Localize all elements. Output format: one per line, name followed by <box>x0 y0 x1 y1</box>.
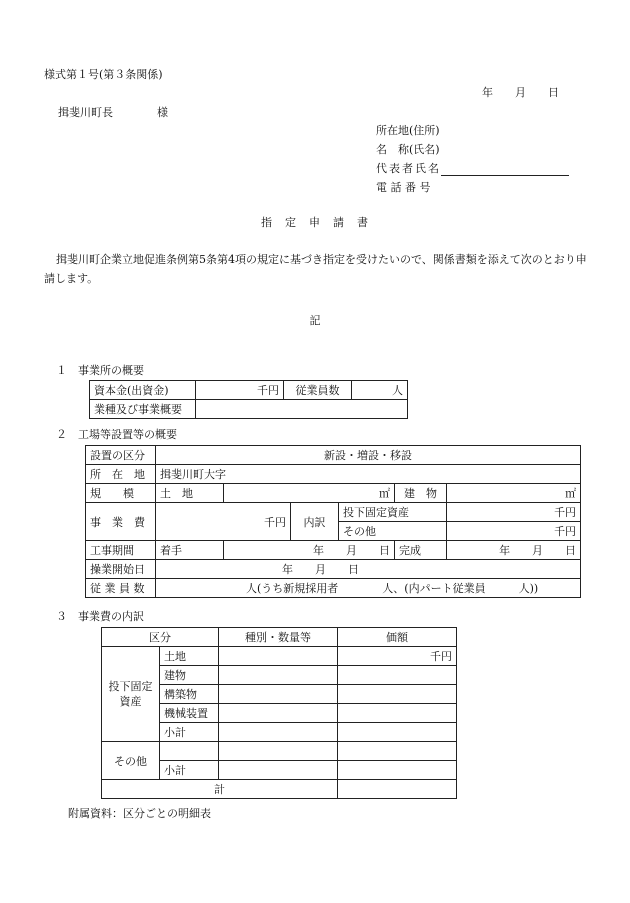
row-building-label: 建物 <box>160 666 219 685</box>
header-amount: 価額 <box>338 628 457 647</box>
capital-label: 資本金(出資金) <box>90 381 196 400</box>
row-fixed-subtotal-type[interactable] <box>219 723 338 742</box>
other-cost-field[interactable]: 千円 <box>447 522 581 541</box>
row-structure-label: 構築物 <box>160 685 219 704</box>
row-structure-amount[interactable] <box>338 685 457 704</box>
category-field[interactable]: 新設・増設・移設 <box>156 446 581 465</box>
row-other-label <box>160 742 219 761</box>
business-field[interactable] <box>196 400 408 419</box>
attachment-note: 附属資料：区分ごとの明細表 <box>68 807 211 820</box>
other-cost-label: その他 <box>339 522 447 541</box>
form-number: 様式第１号(第３条関係) <box>44 68 163 81</box>
row-structure-type[interactable] <box>219 685 338 704</box>
name-label: 名 称(氏名) <box>376 143 440 156</box>
complete-date-field[interactable]: 年 月 日 <box>447 541 581 560</box>
employees-field[interactable]: 人 <box>352 381 408 400</box>
ki-label: 記 <box>309 314 321 327</box>
operation-label: 操業開始日 <box>86 560 156 579</box>
cost-label: 事 業 費 <box>86 503 156 541</box>
location-field[interactable]: 揖斐川町大字 <box>156 465 581 484</box>
complete-label: 完成 <box>395 541 447 560</box>
header-type: 種別・数量等 <box>219 628 338 647</box>
building-field[interactable]: ㎡ <box>447 484 581 503</box>
cost-field[interactable]: 千円 <box>156 503 291 541</box>
location-label: 所 在 地 <box>86 465 156 484</box>
representative-signature-line[interactable] <box>441 163 569 176</box>
start-date-field[interactable]: 年 月 日 <box>224 541 395 560</box>
row-other-type[interactable] <box>219 742 338 761</box>
date-line: 年 月 日 <box>482 86 559 99</box>
row-other-amount[interactable] <box>338 742 457 761</box>
row-fixed-subtotal-amount[interactable] <box>338 723 457 742</box>
total-amount[interactable] <box>338 780 457 799</box>
total-label: 計 <box>102 780 338 799</box>
fixed-assets-group-label: 投下固定 資産 <box>102 647 160 742</box>
breakdown-label: 内訳 <box>291 503 339 541</box>
document-title: 指 定 申 請 書 <box>261 216 369 229</box>
row-machinery-amount[interactable] <box>338 704 457 723</box>
row-land-label: 土地 <box>160 647 219 666</box>
row-machinery-label: 機械装置 <box>160 704 219 723</box>
row-land-type[interactable] <box>219 647 338 666</box>
address-label: 所在地(住所) <box>376 124 440 137</box>
operation-date-field[interactable]: 年 月 日 <box>156 560 581 579</box>
fixed-assets-field[interactable]: 千円 <box>447 503 581 522</box>
building-label: 建 物 <box>395 484 447 503</box>
row-other-subtotal-amount[interactable] <box>338 761 457 780</box>
cost-breakdown-table <box>101 627 457 799</box>
capital-field[interactable]: 千円 <box>196 381 284 400</box>
body-text: 揖斐川町企業立地促進条例第5条第4項の規定に基づき指定を受けたいので、関係書類を添えて次のとおり申請します。 <box>44 253 587 285</box>
section3-heading: ３ 事業費の内訳 <box>56 610 144 623</box>
employees-label: 従業員数 <box>284 381 352 400</box>
header-category: 区分 <box>102 628 219 647</box>
start-label: 着手 <box>156 541 224 560</box>
row-other-subtotal-type[interactable] <box>219 761 338 780</box>
row-machinery-type[interactable] <box>219 704 338 723</box>
land-label: 土 地 <box>156 484 224 503</box>
period-label: 工事期間 <box>86 541 156 560</box>
land-field[interactable]: ㎡ <box>224 484 395 503</box>
row-other-subtotal-label: 小計 <box>160 761 219 780</box>
row-fixed-subtotal-label: 小計 <box>160 723 219 742</box>
row-land-amount[interactable]: 千円 <box>338 647 457 666</box>
business-label: 業種及び事業概要 <box>90 400 196 419</box>
representative-label <box>376 160 569 176</box>
addressee: 揖斐川町長 様 <box>58 106 168 119</box>
business-overview-table <box>89 380 408 419</box>
other-group-label: その他 <box>102 742 160 780</box>
representative-label-text: 代表者氏名 <box>376 162 441 175</box>
fixed-assets-label: 投下固定資産 <box>339 503 447 522</box>
row-building-type[interactable] <box>219 666 338 685</box>
section2-heading: ２ 工場等設置等の概要 <box>56 428 177 441</box>
section1-heading: １ 事業所の概要 <box>56 364 144 377</box>
staff-field[interactable]: 人(うち新規採用者 人、(内パート従業員 人)) <box>156 579 581 598</box>
category-label: 設置の区分 <box>86 446 156 465</box>
factory-overview-table <box>85 445 581 598</box>
phone-label: 電 話 番 号 <box>376 181 431 194</box>
staff-label: 従 業 員 数 <box>86 579 156 598</box>
scale-label: 規 模 <box>86 484 156 503</box>
row-building-amount[interactable] <box>338 666 457 685</box>
